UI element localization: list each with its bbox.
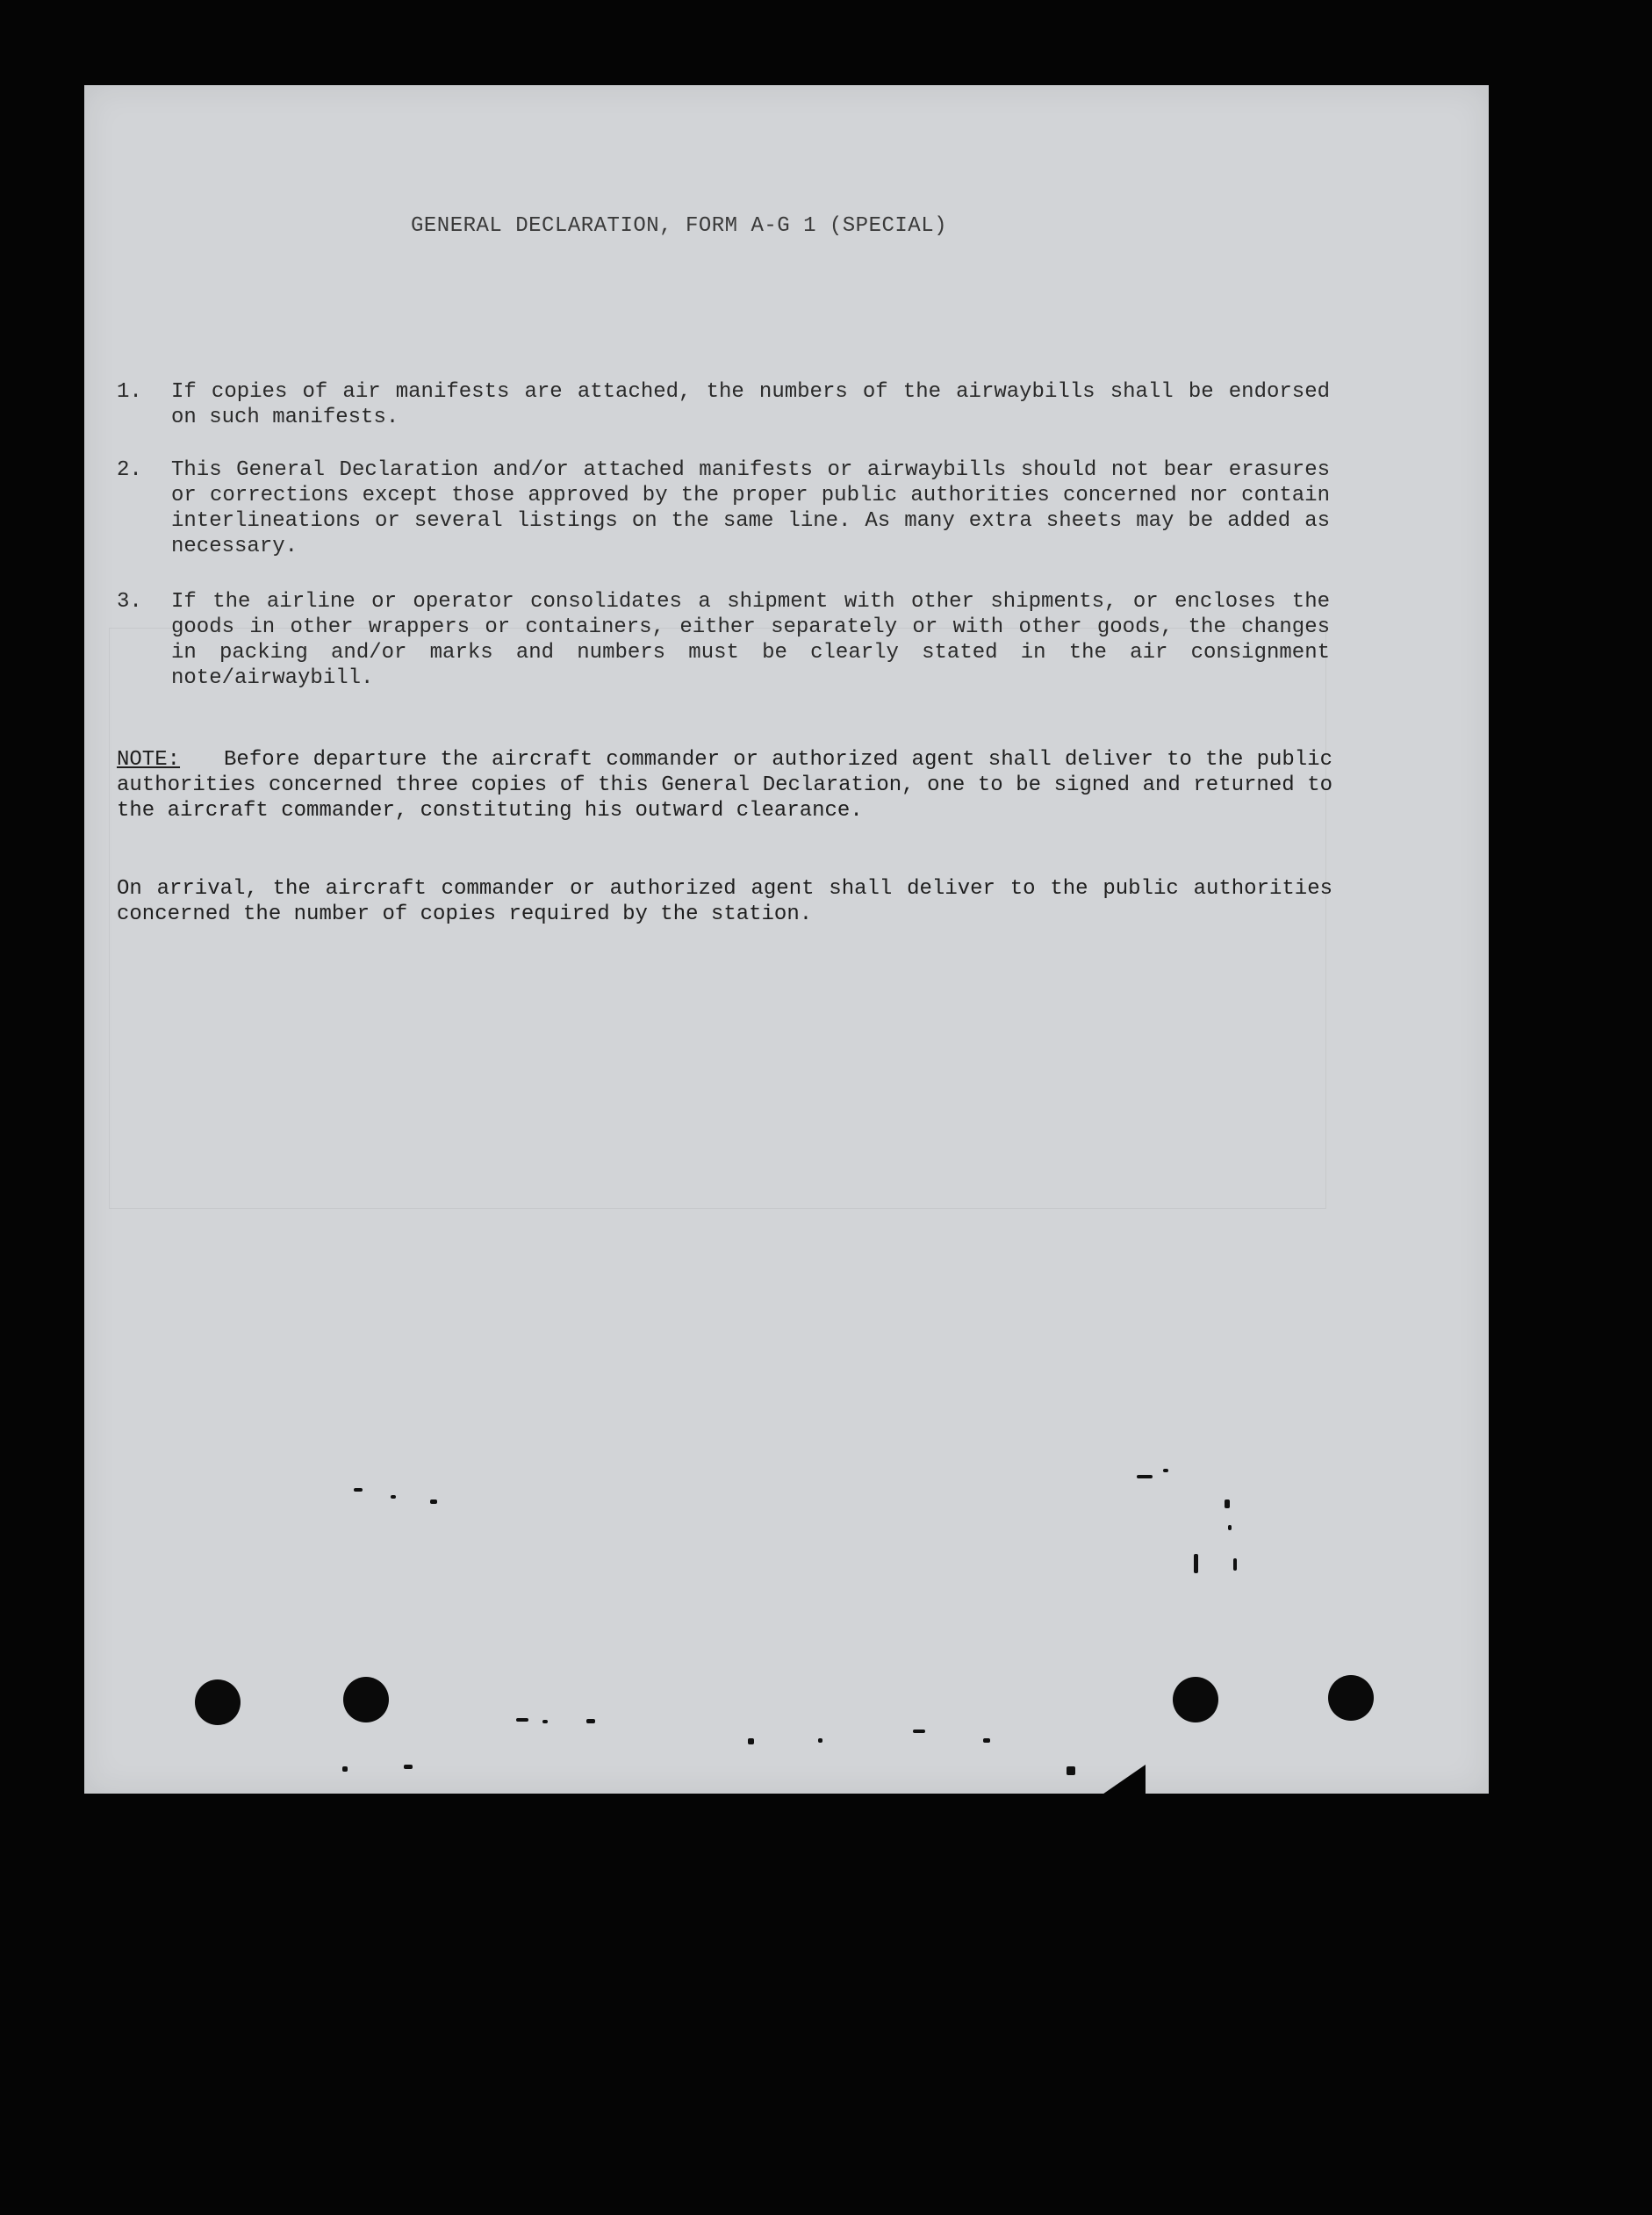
note-text: Before departure the aircraft commander or authorized agent shall deliver to the public authorities concerned three copies of this General Declaration, one to be signed and returned to the aircraft commander, constituting his outward clearance. xyxy=(117,748,1332,823)
ink-speck xyxy=(342,1766,348,1772)
ink-speck xyxy=(748,1738,754,1744)
ink-speck xyxy=(1137,1475,1153,1478)
arrival-paragraph: On arrival, the aircraft commander or authorized agent shall deliver to the public authorities concerned the number of copies required by the station. xyxy=(117,877,1332,926)
ink-speck xyxy=(391,1495,396,1499)
item-text: This General Declaration and/or attached manifests or airwaybills should not bear erasures or corrections except those approved by the proper public authorities concerned nor contain interlineations or several listings on the same line. As many extra sheets may be added as necessary. xyxy=(171,458,1330,558)
item-text: If the airline or operator consolidates a shipment with other shipments, or encloses the goods in other wrappers or containers, either separately or with other goods, the changes in packing and/or marks and numbers must be clearly stated in the air consignment note/airwaybill. xyxy=(171,590,1330,690)
ink-speck xyxy=(983,1738,990,1743)
punch-hole xyxy=(1173,1677,1218,1722)
item-number: 3. xyxy=(117,590,142,614)
document-title: GENERAL DECLARATION, FORM A-G 1 (SPECIAL) xyxy=(411,214,947,238)
note-paragraph xyxy=(117,747,1332,823)
ink-speck xyxy=(1225,1499,1230,1508)
ink-speck xyxy=(913,1730,925,1733)
punch-hole xyxy=(1328,1675,1374,1721)
ink-speck xyxy=(1067,1766,1075,1775)
ink-speck xyxy=(404,1765,413,1769)
ink-speck xyxy=(1163,1469,1168,1472)
ink-speck xyxy=(586,1719,595,1723)
ink-speck xyxy=(354,1488,363,1492)
item-number: 2. xyxy=(117,458,142,482)
item-number: 1. xyxy=(117,380,142,404)
punch-hole xyxy=(343,1677,389,1722)
ink-speck xyxy=(1228,1525,1232,1530)
ink-speck xyxy=(1194,1554,1198,1573)
item-text: If copies of air manifests are attached, the numbers of the airwaybills shall be endorsed on such manifests. xyxy=(171,380,1330,429)
ink-speck xyxy=(516,1718,528,1722)
torn-corner xyxy=(1097,1765,1146,1798)
ink-speck xyxy=(430,1499,437,1504)
ink-speck xyxy=(818,1738,822,1743)
ink-speck xyxy=(542,1720,548,1723)
ink-speck xyxy=(1233,1558,1237,1571)
note-label: NOTE: xyxy=(117,748,181,772)
punch-hole xyxy=(195,1679,241,1725)
